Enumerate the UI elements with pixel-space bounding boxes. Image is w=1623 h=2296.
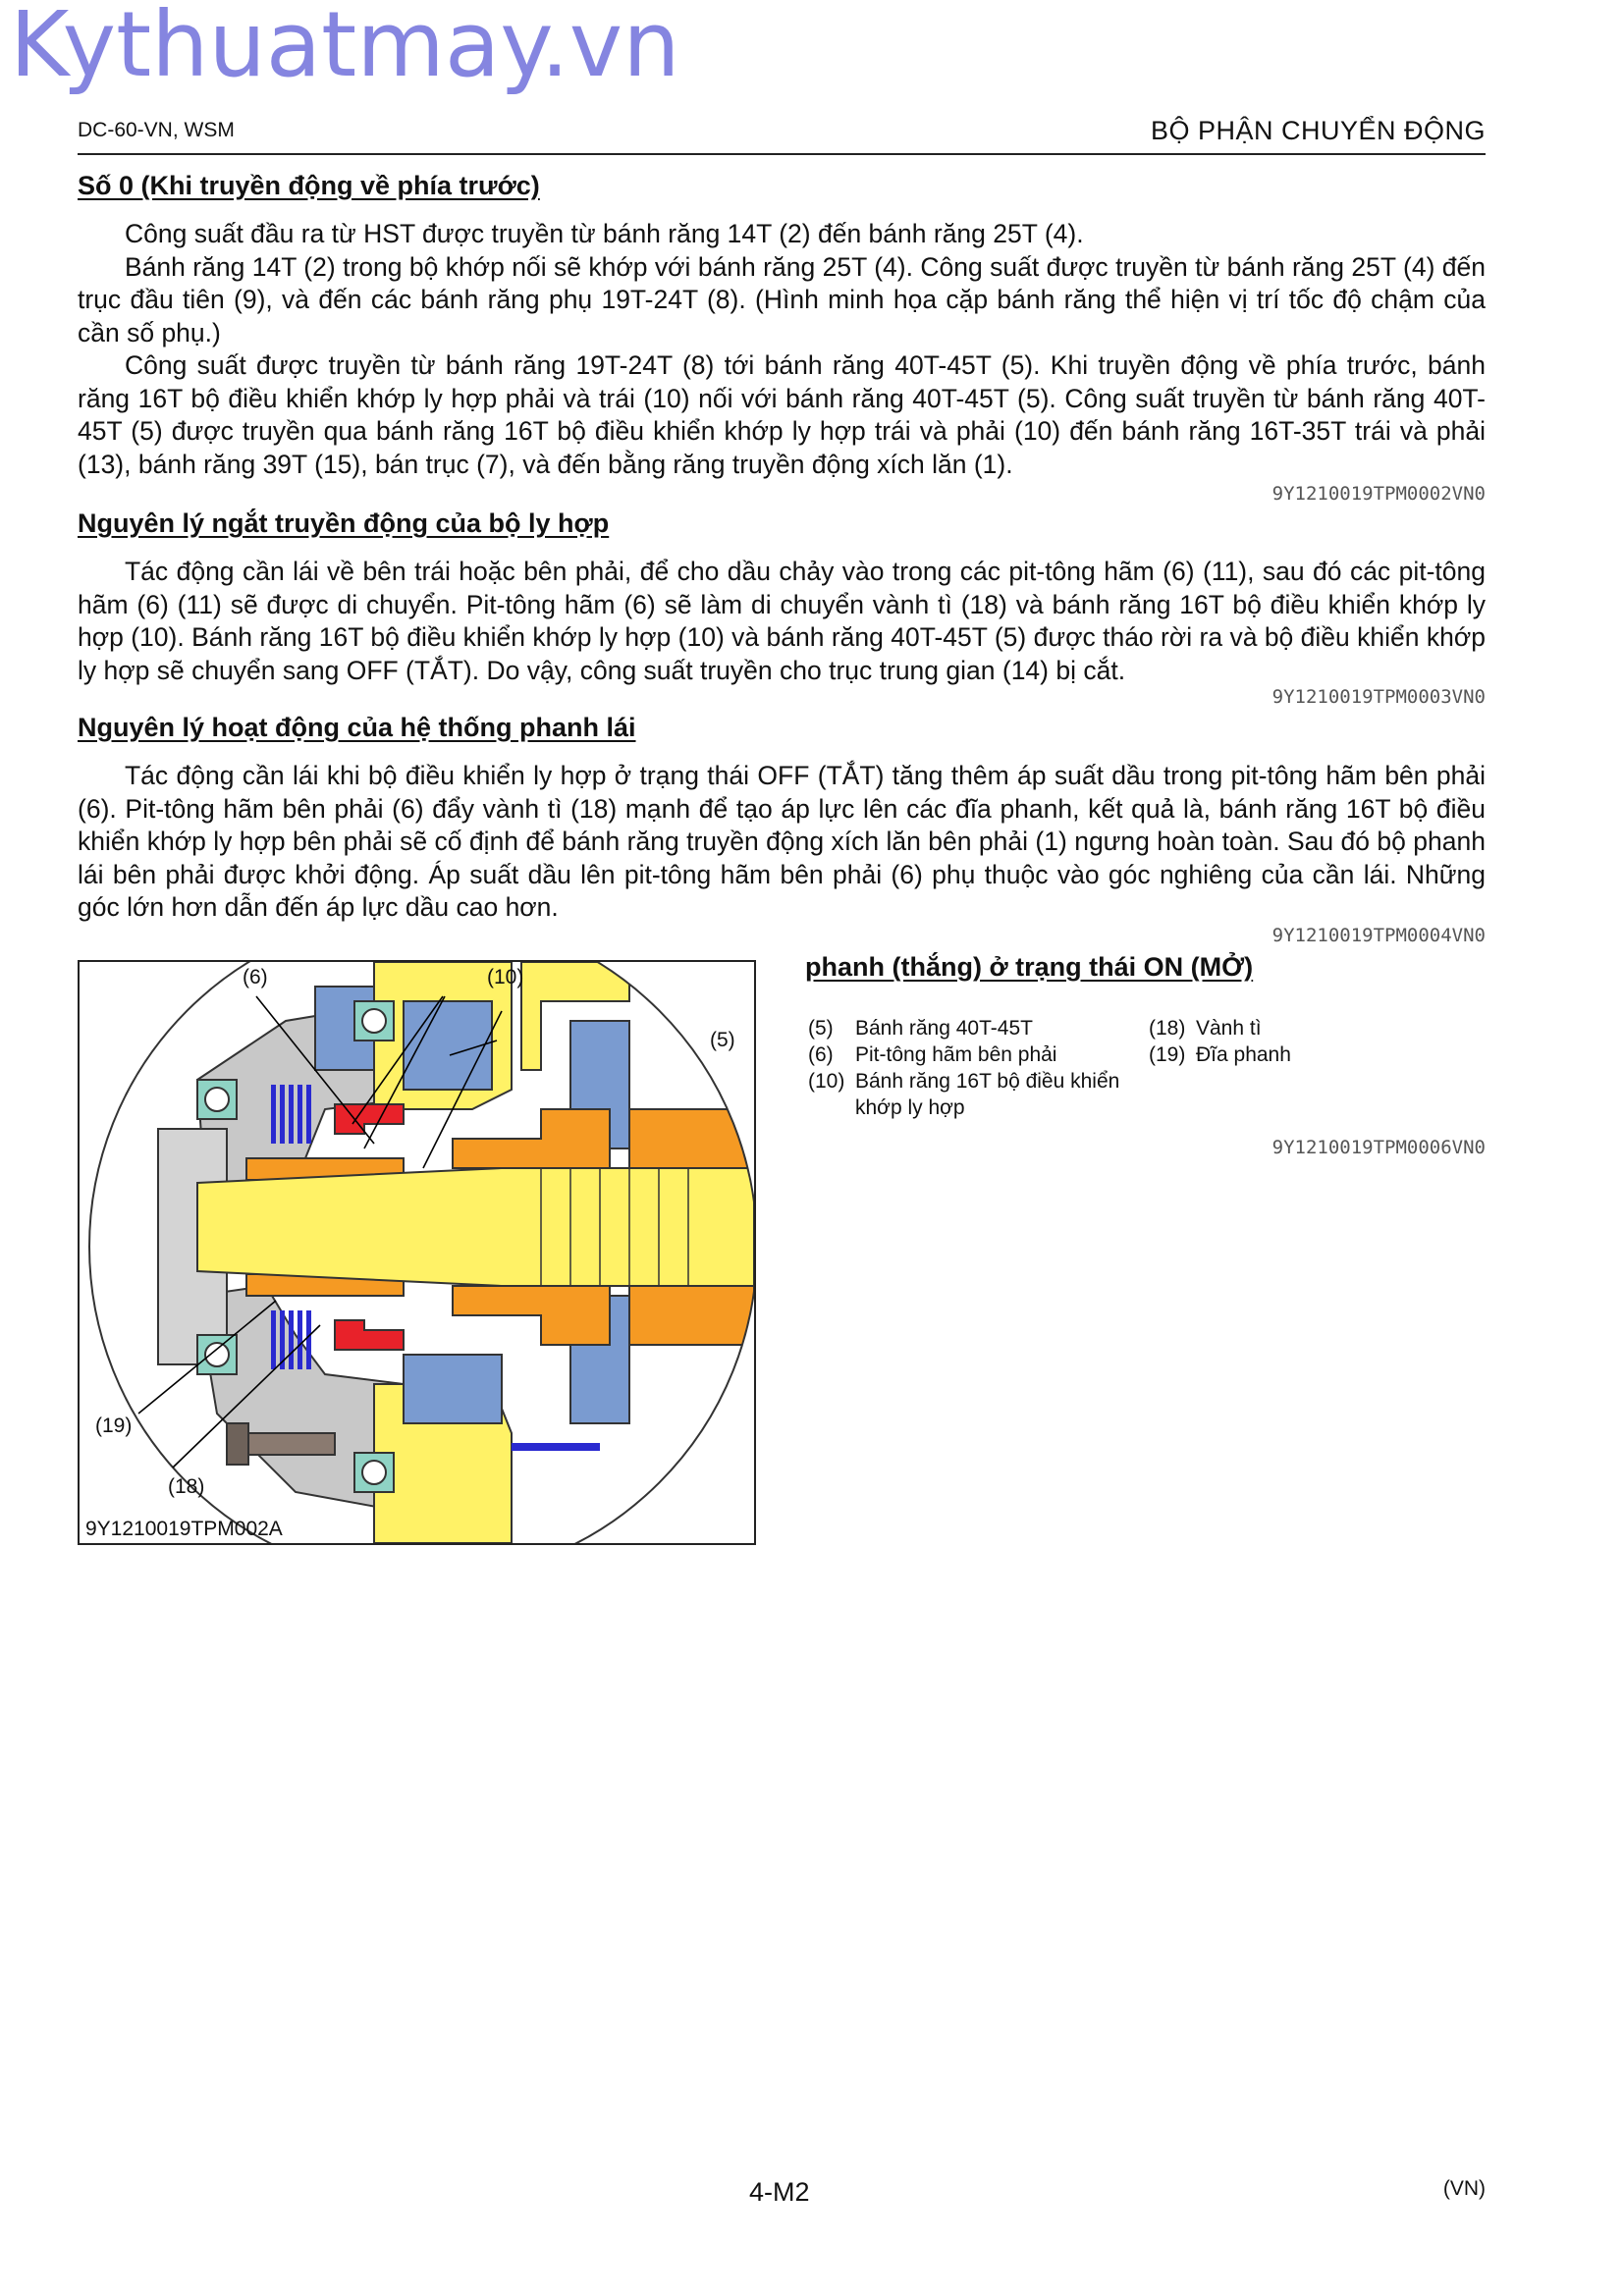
page-number: 4-M2 (749, 2177, 810, 2207)
language-tag: (VN) (1442, 2177, 1486, 2200)
legend-text: Pit-tông hãm bên phải (855, 1043, 1057, 1066)
section-title: Nguyên lý hoạt động của hệ thống phanh lái (78, 713, 636, 742)
paragraph: Tác động cần lái khi bộ điều khiển ly hợp ở trạng thái OFF (TẮT) tăng thêm áp suất dầu trong pit-tông hãm bên phải (6). Pit-tông hãm bên phải (6) đẩy vành tì (18) mạnh để tạo áp lực lên các đĩa phanh, kết quả là, bánh răng 16T bộ điều khiển khớp ly hợp bên phải sẽ cố định để bánh răng truyền động xích lăn bên phải (1) ngưng hoàn toàn. Sau đó bộ phanh lái bên phải được khởi động. Áp suất dầu lên pit-tông hãm bên phải (6) phụ thuộc vào góc nghiêng của cần lái. Những góc lớn hơn dẫn đến áp lực dầu cao hơn. (78, 761, 1486, 922)
legend-item (808, 1068, 1119, 1095)
header-doc-id: DC-60-VN, WSM (78, 119, 235, 141)
paragraph: Bánh răng 14T (2) trong bộ khớp nối sẽ khớp với bánh răng 25T (4). Công suất được truyền từ bánh răng 25T (4) đến trục đầu tiên (9), và đến các bánh răng phụ 19T-24T (8). (Hình minh họa cặp bánh răng thể hiện vị trí tốc độ chậm của cần số phụ.) (78, 251, 1486, 347)
section-title: Số 0 (Khi truyền động về phía trước) (78, 171, 540, 200)
legend-item (808, 1015, 1119, 1041)
legend-num: (18) (1149, 1017, 1186, 1040)
legend-item (808, 1095, 1119, 1121)
legend-num: (19) (1149, 1043, 1186, 1066)
watermark: Kythuatmay.vn (10, 0, 680, 97)
legend-item (808, 1041, 1119, 1068)
figure-caption-code: 9Y1210019TPM002A (85, 1518, 283, 1540)
brake-diagram-figure (78, 960, 756, 1545)
reference-code: 9Y1210019TPM0006VN0 (1271, 1137, 1486, 1158)
callout-label-19: (19) (95, 1415, 133, 1437)
legend-item (1149, 1041, 1291, 1068)
figure-legend-left (808, 1015, 1119, 1121)
section-steering-brake (78, 711, 1486, 925)
header-section-title: BỘ PHẬN CHUYỂN ĐỘNG (1150, 116, 1486, 145)
legend-num (808, 1095, 855, 1121)
legend-text: Đĩa phanh (1196, 1043, 1291, 1066)
reference-code: 9Y1210019TPM0003VN0 (1271, 686, 1486, 708)
figure-title: phanh (thắng) ở trạng thái ON (MỞ) (805, 952, 1254, 982)
reference-code: 9Y1210019TPM0004VN0 (1271, 925, 1486, 946)
header-rule (78, 153, 1486, 155)
figure-legend-right (1149, 1015, 1291, 1068)
legend-item (1149, 1015, 1291, 1041)
legend-text: Bánh răng 16T bộ điều khiển (855, 1070, 1120, 1093)
section-forward-drive (78, 169, 1486, 481)
legend-num: (5) (808, 1017, 834, 1040)
reference-code: 9Y1210019TPM0002VN0 (1271, 483, 1486, 505)
section-clutch-disengage (78, 507, 1486, 687)
legend-num: (10) (808, 1070, 845, 1093)
legend-num: (6) (808, 1043, 834, 1066)
paragraph: Công suất được truyền từ bánh răng 19T-24T (8) tới bánh răng 40T-45T (5). Khi truyền động về phía trước, bánh răng 16T bộ điều khiển khớp ly hợp phải và trái (10) nối với bánh răng 40T-45T (5). Công suất truyền từ bánh răng 40T-45T (5) được truyền qua bánh răng 16T bộ điều khiển khớp ly hợp trái và phải (10) đến bánh răng 16T-35T trái và phải (13), bánh răng 39T (15), bán trục (7), và đến bằng răng truyền động xích lăn (1). (78, 350, 1486, 479)
section-title: Nguyên lý ngắt truyền động của bộ ly hợp (78, 508, 610, 538)
brake-cross-section-drawing (80, 962, 754, 1543)
legend-text: khớp ly hợp (855, 1096, 965, 1119)
callout-label-6: (6) (243, 966, 268, 988)
callout-label-5: (5) (710, 1029, 735, 1051)
paragraph: Công suất đầu ra từ HST được truyền từ bánh răng 14T (2) đến bánh răng 25T (4). (125, 219, 1084, 248)
legend-text: Bánh răng 40T-45T (855, 1017, 1033, 1040)
callout-label-18: (18) (168, 1475, 205, 1498)
paragraph: Tác động cần lái về bên trái hoặc bên phải, để cho dầu chảy vào trong các pit-tông hãm (6) (11), sau đó các pit-tông hãm (6) (11) sẽ được di chuyển. Pit-tông hãm (6) sẽ làm di chuyển vành tì (18) và bánh răng 16T bộ điều khiển khớp ly hợp (10). Bánh răng 16T bộ điều khiển khớp ly hợp (10) và bánh răng 40T-45T (5) được tháo rời ra và bộ điều khiển khớp ly hợp sẽ chuyển sang OFF (TẮT). Do vậy, công suất truyền cho trục trung gian (14) bị cắt. (78, 557, 1486, 685)
callout-label-10: (10) (487, 966, 524, 988)
legend-text: Vành tì (1196, 1017, 1262, 1040)
